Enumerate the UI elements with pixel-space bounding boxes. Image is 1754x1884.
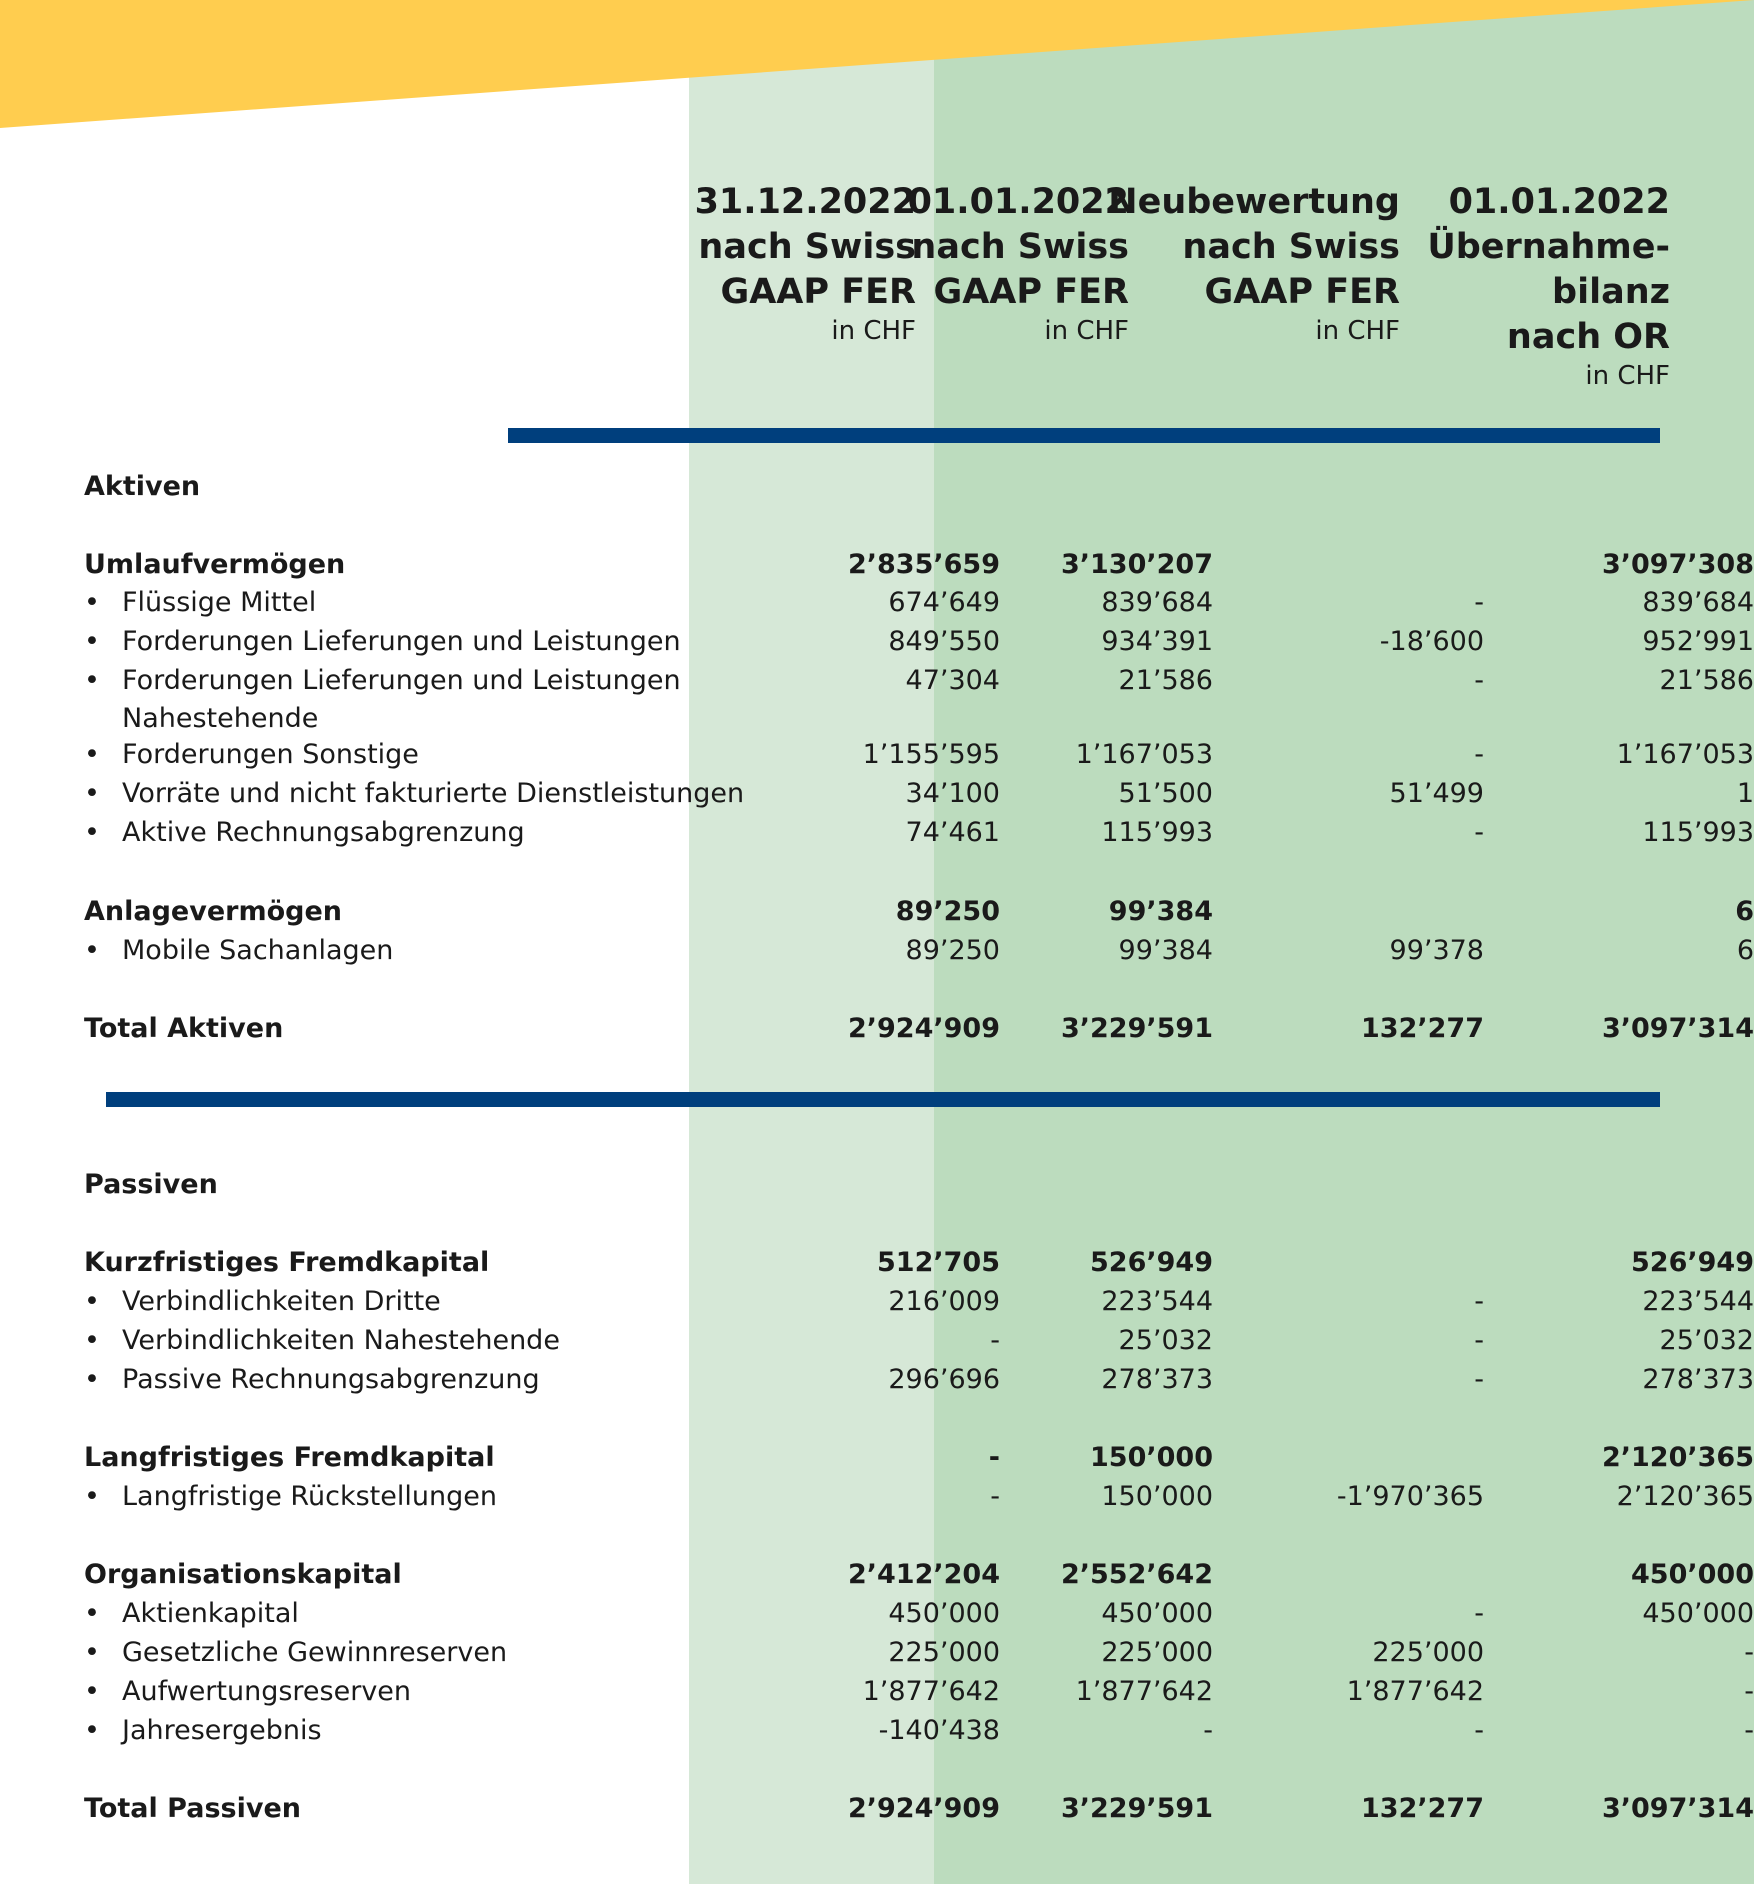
cell-value: 2’924’909 (847, 1013, 1000, 1044)
cell-value: 2’412’204 (847, 1559, 1000, 1590)
unit-label: in CHF (831, 316, 916, 346)
cell-value: 21’586 (1659, 665, 1754, 696)
row-label: Kurzfristiges Fremdkapital (84, 1247, 490, 1278)
cell-value: - (1474, 1598, 1484, 1629)
cell-value: 99’384 (1118, 935, 1213, 966)
cell-value: 839’684 (1642, 587, 1754, 618)
cell-value: 225’000 (1101, 1637, 1213, 1668)
cell-value: 25’032 (1659, 1325, 1754, 1356)
row-label: • Passive Rechnungsabgrenzung (122, 1361, 540, 1399)
yellow-banner-decoration (0, 0, 1754, 140)
cell-value: 934’391 (1101, 626, 1213, 657)
cell-value: - (1203, 1715, 1213, 1746)
cell-value: 6 (1736, 935, 1754, 966)
cell-value: 99’384 (1108, 896, 1213, 927)
cell-value: 296’696 (888, 1364, 1000, 1395)
cell-value: 3’097’314 (1601, 1013, 1754, 1044)
cell-value: - (1474, 665, 1484, 696)
table-row (84, 932, 1754, 972)
table-row (84, 1283, 1754, 1323)
unit-label: in CHF (1315, 316, 1400, 346)
cell-value: 3’229’591 (1060, 1793, 1213, 1824)
row-label: Organisationskapital (84, 1559, 402, 1590)
cell-value: - (1744, 1637, 1754, 1668)
row-label: Langfristiges Fremdkapital (84, 1442, 495, 1473)
cell-value: - (1474, 1364, 1484, 1395)
cell-value: 2’120’365 (1616, 1481, 1754, 1512)
group-row (84, 1439, 1754, 1479)
cell-value: 2’835’659 (847, 549, 1000, 580)
cell-value: 1 (1736, 778, 1754, 809)
row-label: • Gesetzliche Gewinnreserven (122, 1634, 507, 1672)
cell-value: 849’550 (888, 626, 1000, 657)
cell-value: 115’993 (1642, 817, 1754, 848)
table-row (84, 1478, 1754, 1518)
row-label: Umlaufvermögen (84, 549, 346, 580)
row-label: Aktiven (84, 471, 201, 502)
cell-value: 225’000 (888, 1637, 1000, 1668)
cell-value: -1’970’365 (1336, 1481, 1484, 1512)
cell-value: 450’000 (1101, 1598, 1213, 1629)
header-divider (508, 428, 1660, 443)
cell-value: - (1744, 1715, 1754, 1746)
cell-value: 3’097’308 (1601, 549, 1754, 580)
row-label: Passiven (84, 1169, 218, 1200)
cell-value: - (990, 1481, 1000, 1512)
section-heading (84, 468, 1670, 508)
row-label: • Forderungen Lieferungen und Leistungen (122, 623, 681, 661)
row-label: • Aufwertungsreserven (122, 1673, 411, 1711)
group-row (84, 1010, 1754, 1050)
cell-value: 3’229’591 (1060, 1013, 1213, 1044)
cell-value: - (990, 1325, 1000, 1356)
unit-label: in CHF (1044, 316, 1129, 346)
table-row (84, 662, 1754, 734)
row-label: • Langfristige Rückstellungen (122, 1478, 497, 1516)
cell-value: 225’000 (1372, 1637, 1484, 1668)
cell-value: -140’438 (878, 1715, 1000, 1746)
row-label: Total Aktiven (84, 1013, 284, 1044)
cell-value: 1’167’053 (1075, 739, 1213, 770)
cell-value: 526’949 (1090, 1247, 1213, 1278)
unit-label: in CHF (1585, 361, 1670, 391)
column-header-3: Neubewertung nach Swiss GAAP FER in CHF (1108, 182, 1400, 346)
row-label: • Jahresergebnis (122, 1712, 322, 1750)
cell-value: - (1474, 817, 1484, 848)
cell-value: 450’000 (888, 1598, 1000, 1629)
cell-value: 216’009 (888, 1286, 1000, 1317)
cell-value: - (1474, 587, 1484, 618)
cell-value: - (1474, 1325, 1484, 1356)
group-row (84, 893, 1754, 933)
cell-value: 51’500 (1118, 778, 1213, 809)
table-row (84, 1712, 1754, 1752)
cell-value: 839’684 (1101, 587, 1213, 618)
cell-value: 278’373 (1101, 1364, 1213, 1395)
cell-value: 1’877’642 (862, 1676, 1000, 1707)
cell-value: 1’877’642 (1346, 1676, 1484, 1707)
cell-value: - (1474, 739, 1484, 770)
cell-value: 25’032 (1118, 1325, 1213, 1356)
cell-value: 150’000 (1101, 1481, 1213, 1512)
cell-value: 2’120’365 (1601, 1442, 1754, 1473)
row-label: Total Passiven (84, 1793, 301, 1824)
cell-value: 1’167’053 (1616, 739, 1754, 770)
row-label: • Verbindlichkeiten Nahestehende (122, 1322, 560, 1360)
cell-value: 34’100 (905, 778, 1000, 809)
cell-value: 526’949 (1631, 1247, 1754, 1278)
cell-value: - (988, 1442, 1000, 1473)
section-divider (106, 1092, 1660, 1107)
row-label: • Vorräte und nicht fakturierte Dienstleistungen (122, 775, 744, 813)
cell-value: 3’097’314 (1601, 1793, 1754, 1824)
cell-value: 674’649 (888, 587, 1000, 618)
cell-value: 89’250 (895, 896, 1000, 927)
row-label: • Verbindlichkeiten Dritte (122, 1283, 441, 1321)
cell-value: - (1744, 1676, 1754, 1707)
cell-value: 1’877’642 (1075, 1676, 1213, 1707)
table-row (84, 1361, 1754, 1401)
group-row (84, 546, 1754, 586)
cell-value: 89’250 (905, 935, 1000, 966)
table-row (84, 1634, 1754, 1674)
row-label: • Mobile Sachanlagen (122, 932, 393, 970)
row-label: • Aktienkapital (122, 1595, 299, 1633)
group-row (84, 1790, 1754, 1830)
table-row (84, 775, 1754, 815)
row-label: • Forderungen Sonstige (122, 736, 419, 774)
cell-value: 21’586 (1118, 665, 1213, 696)
table-row (84, 584, 1754, 624)
cell-value: 223’544 (1101, 1286, 1213, 1317)
cell-value: 278’373 (1642, 1364, 1754, 1395)
table-row (84, 1673, 1754, 1713)
column-header-4: 01.01.2022 Übernahme- bilanz nach OR in CHF (1427, 182, 1670, 391)
table-row (84, 814, 1754, 854)
cell-value: 512’705 (877, 1247, 1000, 1278)
cell-value: 2’924’909 (847, 1793, 1000, 1824)
cell-value: 150’000 (1090, 1442, 1213, 1473)
row-label: • Aktive Rechnungsabgrenzung (122, 814, 525, 852)
table-row (84, 623, 1754, 663)
table-row (84, 1322, 1754, 1362)
cell-value: 952’991 (1642, 626, 1754, 657)
table-row (84, 736, 1754, 776)
cell-value: - (1474, 1286, 1484, 1317)
cell-value: 99’378 (1389, 935, 1484, 966)
column-header-2: 01.01.2022 nach Swiss GAAP FER in CHF (907, 182, 1129, 346)
cell-value: 3’130’207 (1060, 549, 1213, 580)
cell-value: 6 (1735, 896, 1754, 927)
cell-value: 2’552’642 (1060, 1559, 1213, 1590)
table-row (84, 1595, 1754, 1635)
cell-value: 132’277 (1361, 1013, 1484, 1044)
cell-value: 47’304 (905, 665, 1000, 696)
row-label: • Forderungen Lieferungen und Leistungen Nahestehende (122, 662, 681, 738)
cell-value: 1’155’595 (862, 739, 1000, 770)
group-row (84, 1244, 1754, 1284)
group-row (84, 1556, 1754, 1596)
row-label: • Flüssige Mittel (122, 584, 316, 622)
section-heading (84, 1166, 1670, 1206)
cell-value: 132’277 (1361, 1793, 1484, 1824)
cell-value: - (1474, 1715, 1484, 1746)
row-label: Anlagevermögen (84, 896, 343, 927)
cell-value: 74’461 (905, 817, 1000, 848)
cell-value: -18’600 (1379, 626, 1484, 657)
cell-value: 450’000 (1631, 1559, 1754, 1590)
cell-value: 115’993 (1101, 817, 1213, 848)
cell-value: 450’000 (1642, 1598, 1754, 1629)
column-header-1: 31.12.2022 nach Swiss GAAP FER in CHF (694, 182, 916, 346)
cell-value: 223’544 (1642, 1286, 1754, 1317)
cell-value: 51’499 (1389, 778, 1484, 809)
